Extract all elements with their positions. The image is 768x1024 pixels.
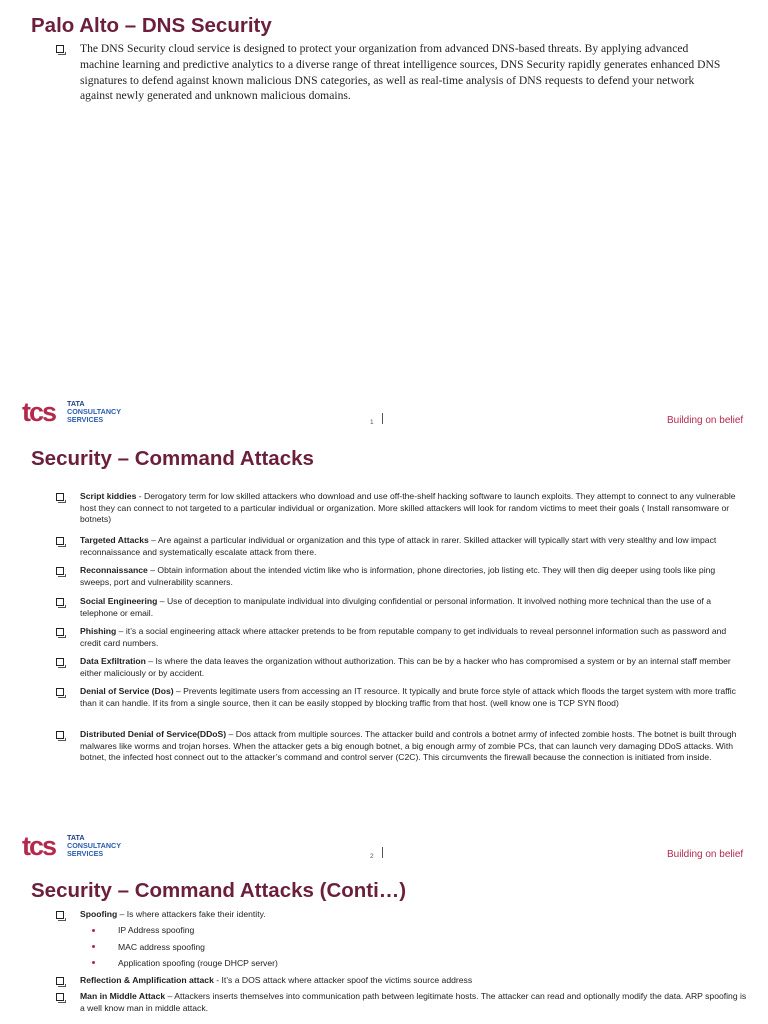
square-bullet-icon (56, 993, 64, 1001)
item-sep: – (148, 535, 158, 545)
square-bullet-icon (56, 911, 64, 919)
logo-consultancy: CONSULTANCY (67, 407, 122, 416)
item-term: Reflection & Amplification attack (80, 975, 214, 985)
list-item-spoofing (80, 909, 748, 921)
list-item-reflection (80, 975, 748, 987)
slide-title: Security – Command Attacks (Conti…) (31, 879, 407, 902)
logo-services: SERVICES (67, 849, 104, 858)
item-text: Prevents legitimate users from accessing an IT resource. It typically and brute force style of attack which floods the target system with more traffic than it can handle. If its from a single source, then it can be easily stopped by blocking traffic from that host. (well know one is TCP SYN flood) (80, 686, 736, 708)
item-text: Is where the data leaves the organization without authorization. This can be by a hacker who has compromised a system or by an internal staff member either maliciously or by accident. (80, 656, 731, 678)
logo-consultancy: CONSULTANCY (67, 841, 122, 850)
item-text: Use of deception to manipulate individual into divulging confidential or personal information. It involved nothing more technical than the use of a telephone or email. (80, 596, 712, 618)
item-term: Data Exfiltration (80, 656, 146, 666)
item-sep: – (117, 909, 127, 919)
tcs-logo-mark: tcs (22, 831, 56, 861)
sub-item: Application spoofing (rouge DHCP server) (118, 958, 278, 968)
sub-item: MAC address spoofing (118, 942, 205, 952)
slide-title: Security – Command Attacks (31, 447, 314, 470)
item-text: Obtain information about the intended victim like who is information, phone directories, job listing etc. They will then dig deeper using tools like ping sweeps, port and vulnerability scanners. (80, 565, 716, 587)
item-text: It’s a DOS attack where attacker spoof the victims source address (221, 975, 473, 985)
item-sep: – (145, 656, 156, 666)
item-sep: - (136, 491, 144, 501)
item-term: Reconnaissance (80, 565, 148, 575)
item-term: Script kiddies (80, 491, 137, 501)
item-text: Dos attack from multiple sources. The attacker build and controls a botnet army of infected zombie hosts. The botnet is built through malwares like worms and trojan horses. When the attacker gets a big enough botnet, a big enough army of zombie PCs, that can launch very damaging DDoS attacks. With botnet, the infected host connect out to the attacker’s command and control server (C2C). This circumvents the firewall because the connection is initiated from inside. (80, 729, 737, 763)
tcs-logo-mark: tcs (22, 397, 56, 427)
item-term: Distributed Denial of Service(DDoS) (80, 729, 227, 739)
item-sep: – (226, 729, 236, 739)
item-sep: – (173, 686, 184, 696)
item-sep: - (213, 975, 222, 985)
item-sep: – (147, 565, 158, 575)
round-bullet-icon (92, 929, 95, 932)
page-number: 1 (370, 419, 374, 426)
item-term: Man in Middle Attack (80, 991, 166, 1001)
slide-title: Palo Alto – DNS Security (31, 14, 272, 37)
item-term: Targeted Attacks (80, 535, 149, 545)
round-bullet-icon (92, 961, 95, 964)
logo-tata: TATA (67, 833, 85, 842)
square-bullet-icon (56, 977, 64, 985)
item-text: Derogatory term for low skilled attackers who download and use off-the-shelf hacking software to launch exploits. They attempt to connect to any vulnerable host they can connect to not targeted to a particular individual or organization. More skilled attackers will look for random victims to meet their goals ( Install ransomware or botnets) (80, 491, 736, 525)
item-sep: – (116, 626, 126, 636)
item-text: it’s a social engineering attack where attacker pretends to be from reputable company to get individuals to reveal personnel information such as password and credit card numbers. (80, 626, 727, 648)
tagline: Building on belief (667, 415, 744, 426)
item-term: Phishing (80, 626, 117, 636)
logo-services: SERVICES (67, 415, 104, 424)
item-term: Denial of Service (Dos) (80, 686, 174, 696)
item-text: Are against a particular individual or organization and this type of attack in rarer. Skilled attacker will typically start with very stealthy and low impact reconnaissance and systematically escalate attack from there. (80, 535, 717, 557)
slide-paragraph: The DNS Security cloud service is designed to protect your organization from advanced DNS-based threats. By applying advanced machine learning and predictive analytics to a diverse range of threat intelligence sources, DNS Security rapidly generates enhanced DNS signatures to defend against known malicious DNS categories, as well as real-time analysis of DNS requests to defend your network against newly generated and unknown malicious domains. (80, 42, 721, 103)
logo-tata: TATA (67, 399, 85, 408)
page-number: 2 (370, 853, 374, 860)
round-bullet-icon (92, 945, 95, 948)
list-item-mitm (80, 991, 748, 1014)
item-sep: – (157, 596, 167, 606)
item-sep: – (165, 991, 175, 1001)
item-text: Attackers inserts themselves into communication path between legitimate hosts. The attacker can read and optionally modify the data. ARP spoofing is a well know man in middle attack. (80, 991, 747, 1013)
item-text: Is where attackers fake their identity. (126, 909, 266, 919)
tagline: Building on belief (667, 849, 744, 860)
item-term: Spoofing (80, 909, 118, 919)
item-term: Social Engineering (80, 596, 158, 606)
sub-item: IP Address spoofing (118, 925, 195, 935)
